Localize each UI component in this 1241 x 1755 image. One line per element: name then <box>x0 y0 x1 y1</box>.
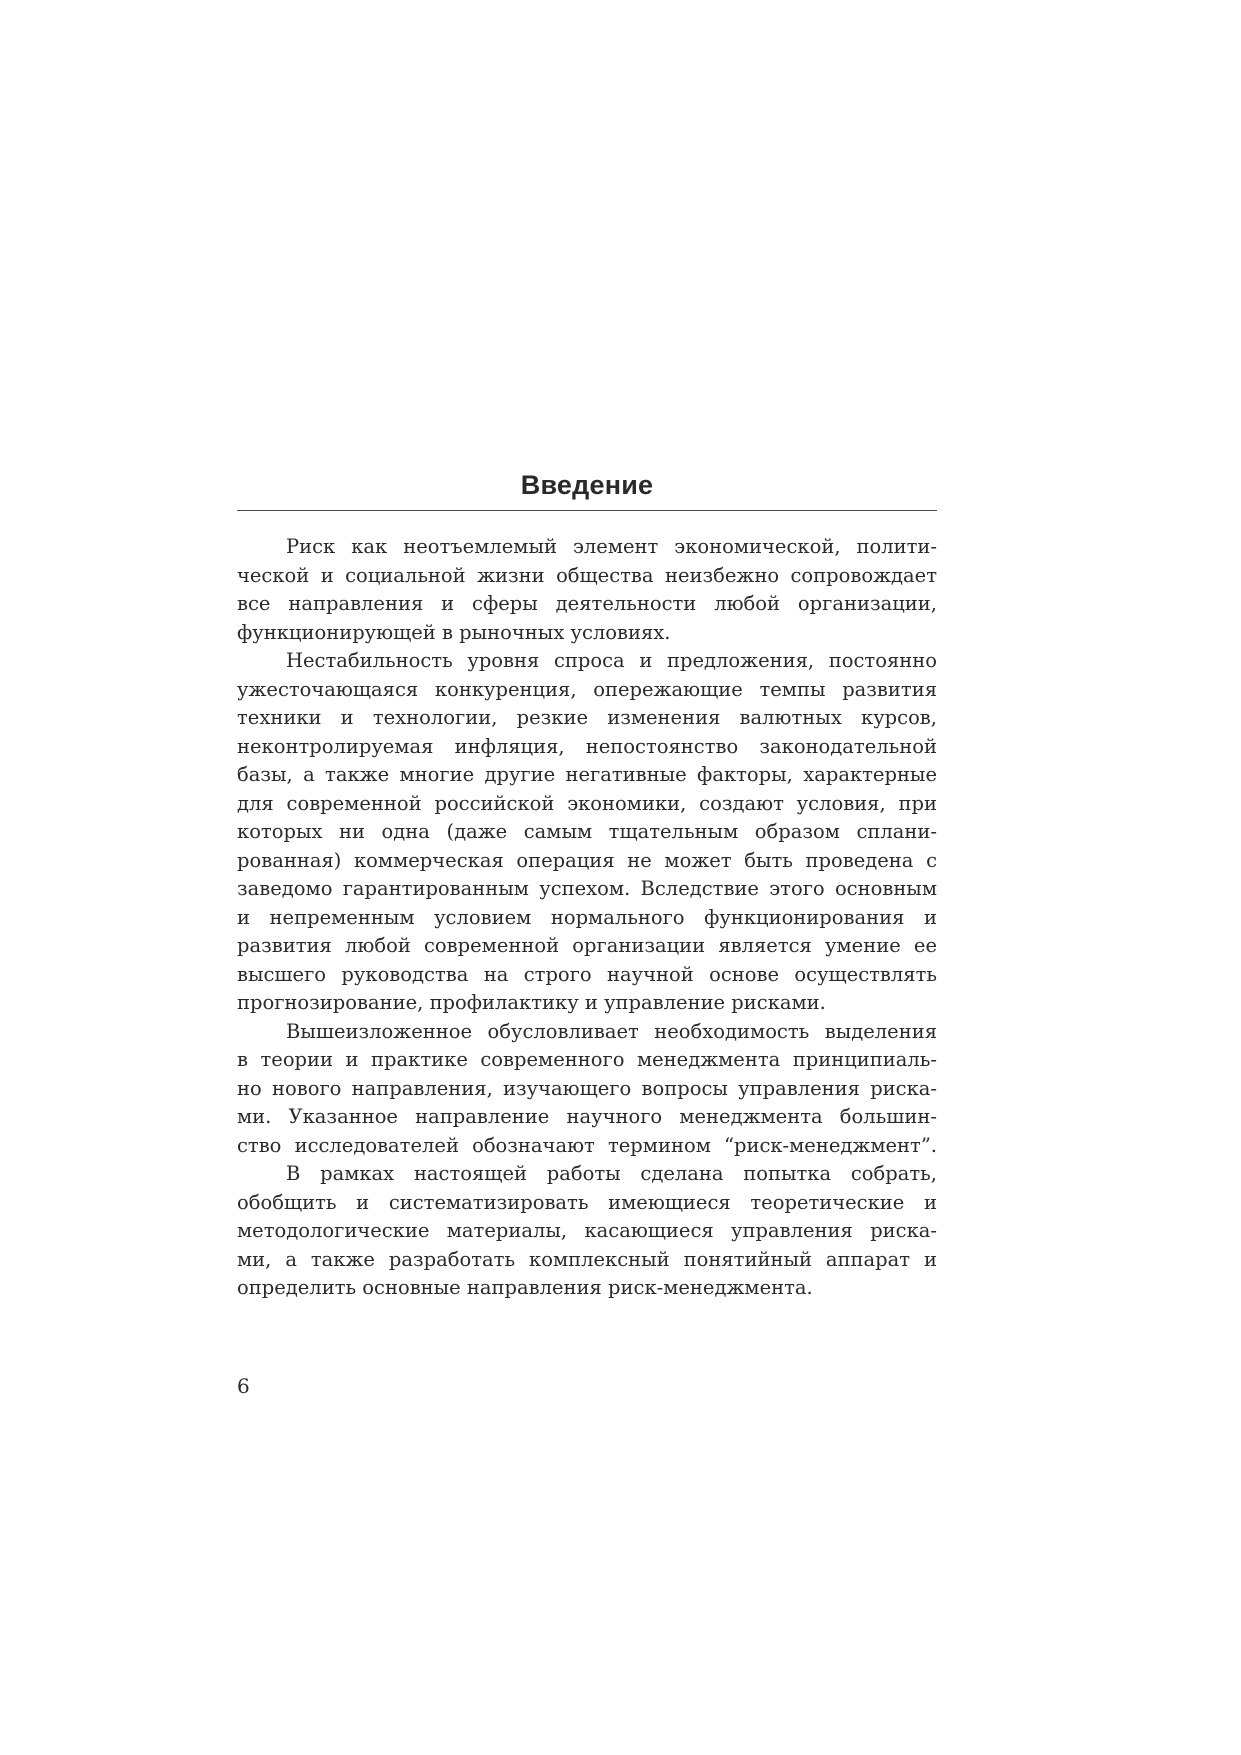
body-text <box>237 533 937 1303</box>
text-line: В рамках настоящей работы сделана попытка собрать, <box>286 1162 937 1185</box>
text-line: неконтролируемая инфляция, непостоянство законодательной <box>237 734 937 758</box>
text-line: ческой и социальной жизни общества неизбежно сопровождает <box>237 563 937 587</box>
text-line: Нестабильность уровня спроса и предложения, постоянно <box>286 649 937 672</box>
text-line: базы, а также многие другие негативные факторы, характерные <box>237 763 937 786</box>
text-line: но нового направления, изучающего вопросы управления риска- <box>237 1076 937 1100</box>
text-line: методологические материалы, касающиеся управления риска- <box>237 1219 937 1242</box>
text-line: Вышеизложенное обусловливает необходимость выделения <box>286 1019 937 1043</box>
text-line: прогнозирование, профилактику и управление рисками. <box>237 991 826 1014</box>
paragraph-2 <box>237 647 937 1018</box>
paragraph-3 <box>237 1018 937 1161</box>
text-line: функционирующей в рыночных условиях. <box>237 620 671 644</box>
text-line: техники и технологии, резкие изменения валютных курсов, <box>237 706 937 729</box>
paragraph-1 <box>237 533 937 647</box>
text-line: заведомо гарантированным успехом. Вследствие этого основным <box>237 877 937 900</box>
text-line: обобщить и систематизировать имеющиеся теоретические и <box>237 1190 937 1214</box>
paragraph-4 <box>237 1160 937 1303</box>
title-rule <box>237 510 937 511</box>
page-title: Введение <box>520 470 654 500</box>
text-line: все направления и сферы деятельности любой организации, <box>237 592 937 615</box>
text-line: и непременным условием нормального функционирования и <box>237 905 937 929</box>
text-line: ми, а также разработать комплексный понятийный аппарат и <box>237 1247 937 1271</box>
page-number: 6 <box>237 1374 250 1398</box>
text-line: ужесточающаяся конкуренция, опережающие темпы развития <box>237 677 937 701</box>
text-line: в теории и практике современного менеджмента принципиаль- <box>237 1048 937 1071</box>
text-line: определить основные направления риск-менеджмента. <box>237 1276 813 1299</box>
text-line: Риск как неотъемлемый элемент экономической, полити- <box>286 535 937 558</box>
text-line: для современной российской экономики, создают условия, при <box>237 791 937 815</box>
text-line: ство исследователей обозначают термином “риск-менеджмент”. <box>237 1133 937 1157</box>
text-line: развития любой современной организации является умение ее <box>237 934 937 957</box>
text-line: которых ни одна (даже самым тщательным образом сплани- <box>237 820 937 843</box>
text-line: рованная) коммерческая операция не может быть проведена с <box>237 848 937 872</box>
text-line: высшего руководства на строго научной основе осуществлять <box>237 962 937 986</box>
text-line: ми. Указанное направление научного менеджмента большин- <box>237 1105 937 1128</box>
